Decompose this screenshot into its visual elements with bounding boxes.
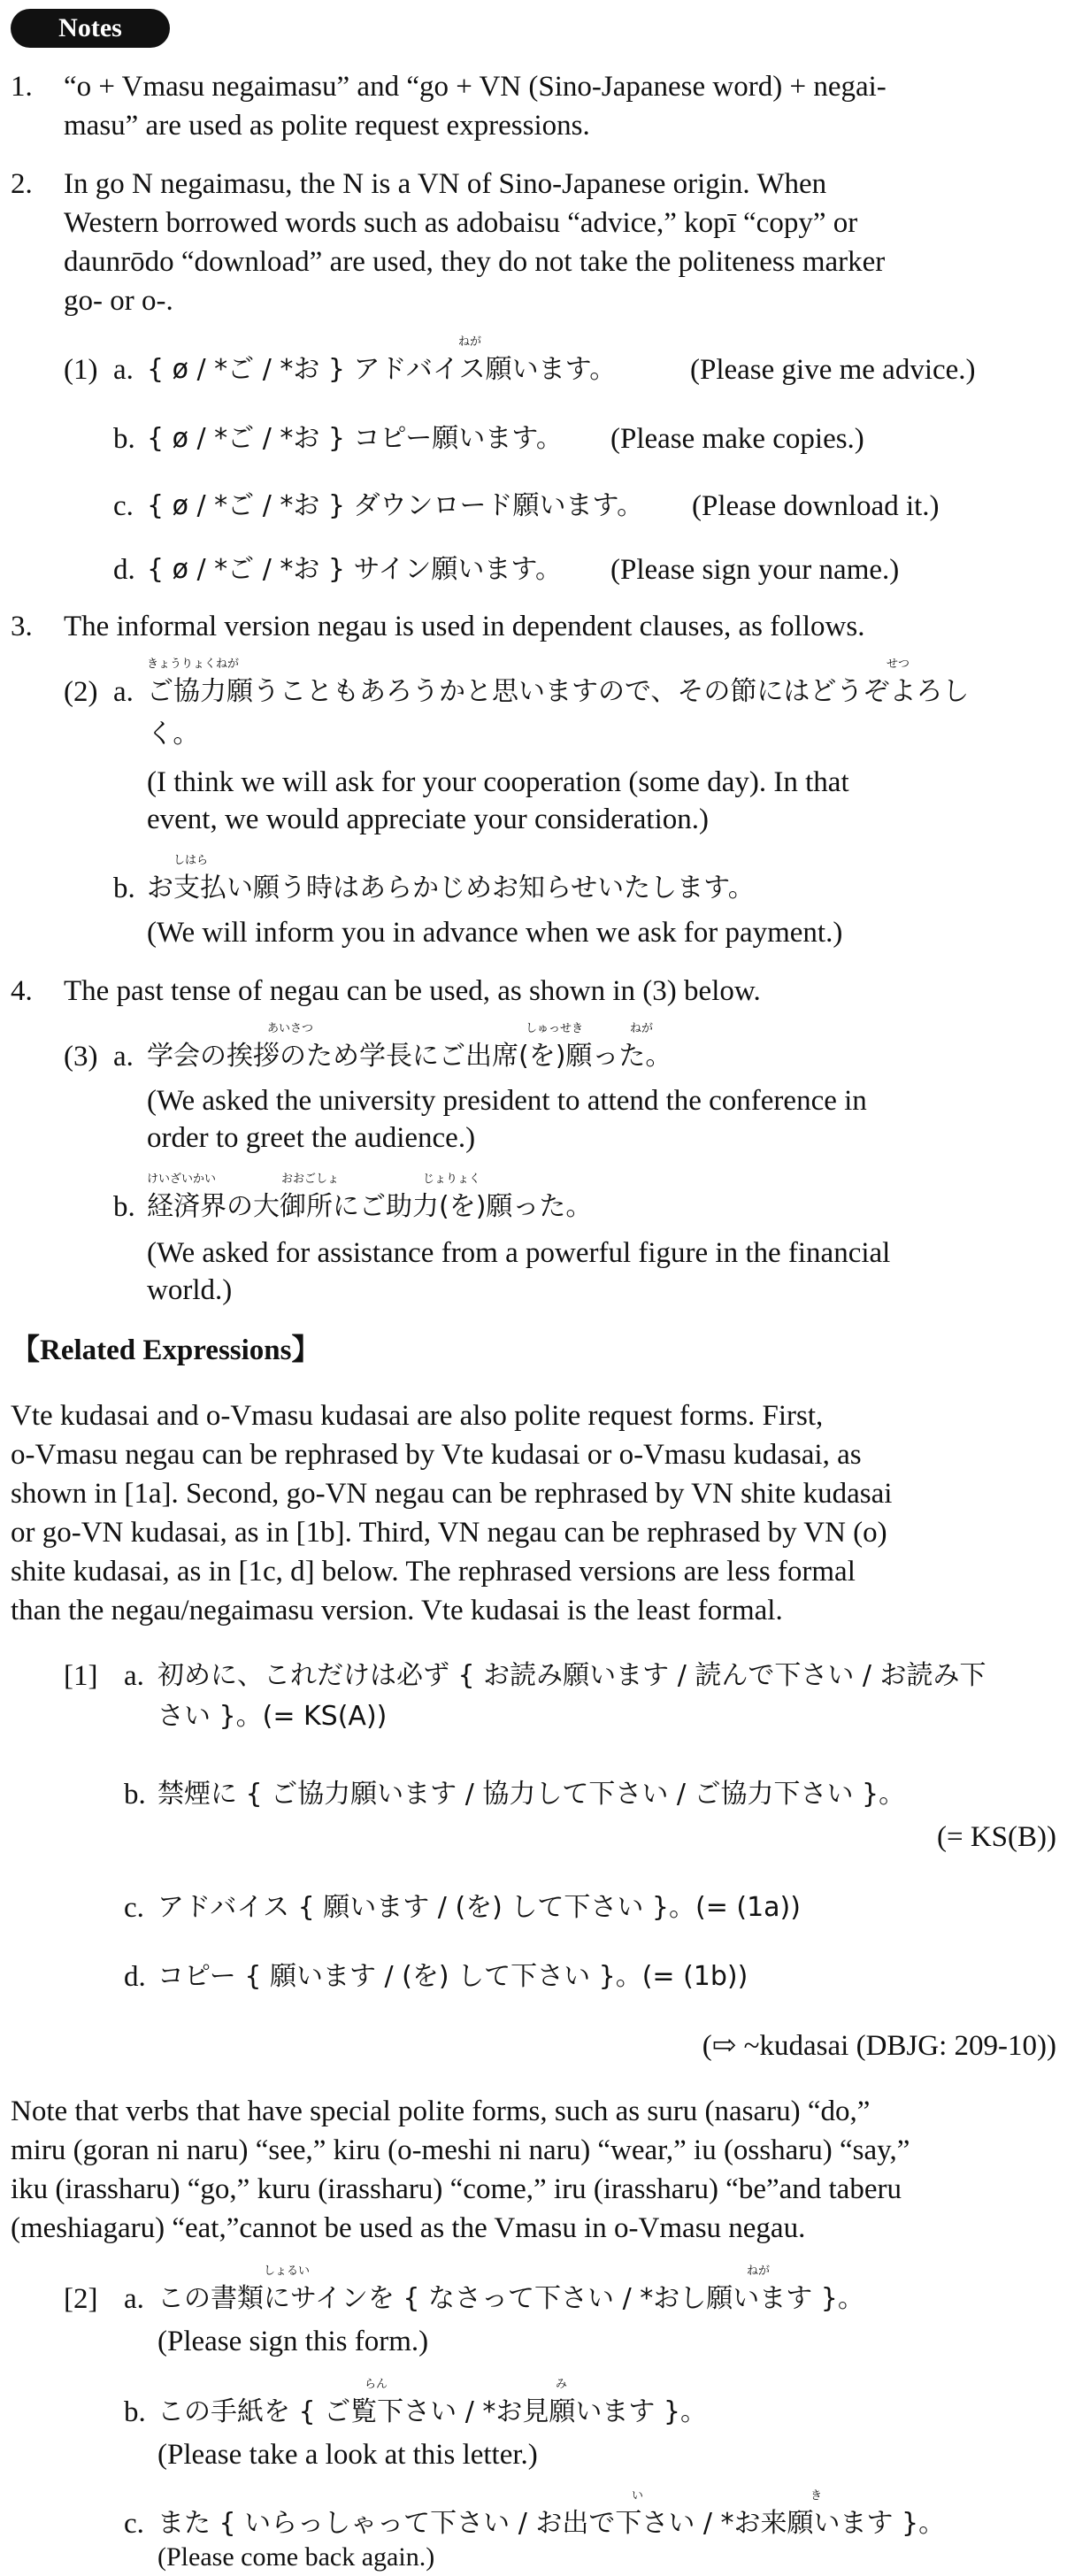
- related-example-1b-letter: b.: [124, 1779, 146, 1811]
- example-1d-english: (Please sign your name.): [610, 554, 900, 586]
- example-2a-japanese-2: く。: [147, 719, 200, 750]
- related-example-1-label: [1]: [64, 1660, 98, 1692]
- example-2b-furigana: しはら: [173, 854, 209, 867]
- related-example-2b-english: (Please take a look at this letter.): [157, 2439, 538, 2471]
- cross-reference: (⇨ ~kudasai (DBJG: 209-10)): [702, 2030, 1056, 2062]
- example-1d-japanese: { ø / *ご / *お } サイン願います。: [147, 554, 562, 585]
- example-1c-letter: c.: [113, 490, 134, 522]
- example-3a-furigana-1: あいさつ: [267, 1022, 314, 1035]
- example-1-label: (1): [64, 354, 98, 386]
- example-3b-furigana-3: じょりょく: [423, 1173, 481, 1186]
- note-1-number: 1.: [11, 71, 33, 103]
- related-example-2b-letter: b.: [124, 2396, 146, 2428]
- related-example-2c-english: (Please come back again.): [157, 2542, 435, 2572]
- example-1c-english: (Please download it.): [692, 490, 940, 522]
- related-example-1a-japanese-1: 初めに、これだけは必ず { お読み願います / 読んで下さい / お読み下: [157, 1660, 986, 1691]
- related-paragraph-line-4: or go-VN kudasai, as in [1b]. Third, VN negau can be rephrased by VN (o): [11, 1517, 887, 1549]
- related-example-1b-japanese: 禁煙に { ご協力願います / 協力して下さい / ご協力下さい }。: [157, 1779, 906, 1810]
- note-4-number: 4.: [11, 975, 33, 1007]
- related-example-2b-japanese: この手紙を { ご覧下さい / *お見願います }。: [157, 2396, 707, 2427]
- related-example-2a-japanese: この書類にサインを { なさって下さい / *おし願います }。: [157, 2283, 864, 2314]
- related-example-1d-japanese: コピー { 願います / (を) して下さい }。(= (1b)): [157, 1961, 748, 1992]
- note-4-line-1: The past tense of negau can be used, as shown in (3) below.: [64, 975, 761, 1007]
- example-1a-furigana: ねが: [458, 335, 482, 349]
- example-2a-furigana-2: せつ: [887, 657, 910, 671]
- example-1a-letter: a.: [113, 354, 134, 386]
- related-example-2a-letter: a.: [124, 2283, 144, 2315]
- related-example-2b-furigana-1: らん: [365, 2378, 388, 2391]
- example-1d-letter: d.: [113, 554, 135, 586]
- note-2-line-4: go- or o-.: [64, 285, 173, 317]
- related-paragraph-line-5: shite kudasai, as in [1c, d] below. The rephrased versions are less formal: [11, 1556, 856, 1588]
- example-2b-letter: b.: [113, 873, 135, 904]
- example-3a-english-1: (We asked the university president to attend the conference in: [147, 1085, 867, 1117]
- note-2-line-1: In go N negaimasu, the N is a VN of Sino-Japanese origin. When: [64, 168, 827, 200]
- example-2b-japanese: お支払い願う時はあらかじめお知らせいたします。: [147, 873, 755, 904]
- example-3b-english-2: world.): [147, 1274, 233, 1306]
- related-example-2a-furigana-2: ねが: [747, 2265, 771, 2278]
- example-3a-furigana-3: ねが: [630, 1022, 654, 1035]
- example-3a-english-2: order to greet the audience.): [147, 1122, 476, 1154]
- example-3a-japanese: 学会の挨拶のため学長にご出席(を)願った。: [147, 1041, 672, 1072]
- note-paragraph-line-2: miru (goran ni naru) “see,” kiru (o-meshi ni naru) “wear,” iu (ossharu) “say,”: [11, 2134, 910, 2166]
- example-2a-english-1: (I think we will ask for your cooperation (some day). In that: [147, 766, 849, 798]
- example-2a-furigana-1: きょうりょくねが: [147, 657, 240, 671]
- related-example-1b-reference: (= KS(B)): [936, 1821, 1056, 1853]
- note-1-line-1: “o + Vmasu negaimasu” and “go + VN (Sino-Japanese word) + negai-: [64, 71, 887, 103]
- related-example-1a-letter: a.: [124, 1660, 144, 1692]
- example-1a-english: (Please give me advice.): [690, 354, 976, 386]
- example-3b-furigana-2: おおごしょ: [281, 1173, 340, 1186]
- note-3-line-1: The informal version negau is used in dependent clauses, as follows.: [64, 611, 865, 642]
- example-3-label: (3): [64, 1041, 98, 1073]
- example-3b-furigana-1: けいざいかい: [147, 1173, 217, 1186]
- related-paragraph-line-1: Vte kudasai and o-Vmasu kudasai are also polite request forms. First,: [11, 1400, 824, 1432]
- related-example-2c-furigana-1: い: [632, 2489, 644, 2503]
- related-example-2c-furigana-2: き: [810, 2489, 823, 2503]
- related-paragraph-line-2: o-Vmasu negau can be rephrased by Vte kudasai or o-Vmasu kudasai, as: [11, 1439, 862, 1471]
- related-example-1c-japanese: アドバイス { 願います / (を) して下さい }。(= (1a)): [157, 1892, 801, 1923]
- related-example-1c-letter: c.: [124, 1892, 144, 1924]
- example-2a-letter: a.: [113, 676, 134, 708]
- related-example-2-label: [2]: [64, 2283, 98, 2315]
- example-3a-letter: a.: [113, 1041, 134, 1073]
- example-3b-letter: b.: [113, 1191, 135, 1223]
- related-paragraph-line-3: shown in [1a]. Second, go-VN negau can be rephrased by VN shite kudasai: [11, 1478, 893, 1510]
- related-example-2a-furigana-1: しょるい: [264, 2265, 311, 2278]
- example-1b-english: (Please make copies.): [610, 423, 864, 455]
- example-2a-english-2: event, we would appreciate your consideration.): [147, 804, 710, 835]
- related-example-2b-furigana-2: み: [556, 2378, 568, 2391]
- note-2-line-2: Western borrowed words such as adobaisu “advice,” kopī “copy” or: [64, 207, 858, 239]
- related-example-2c-japanese: また { いらっしゃって下さい / お出で下さい / *お来願います }。: [157, 2508, 946, 2539]
- related-example-1a-japanese-2: さい }。(= KS(A)): [157, 1701, 388, 1732]
- note-paragraph-line-4: (meshiagaru) “eat,”cannot be used as the Vmasu in o-Vmasu negau.: [11, 2212, 806, 2244]
- example-2-label: (2): [64, 676, 98, 708]
- example-1b-japanese: { ø / *ご / *お } コピー願います。: [147, 423, 563, 454]
- related-paragraph-line-6: than the negau/negaimasu version. Vte kudasai is the least formal.: [11, 1595, 783, 1626]
- example-3a-furigana-2: しゅっせき: [526, 1022, 584, 1035]
- example-2b-english: (We will inform you in advance when we ask for payment.): [147, 917, 843, 949]
- related-expressions-heading: 【Related Expressions】: [11, 1334, 321, 1366]
- note-paragraph-line-1: Note that verbs that have special polite forms, such as suru (nasaru) “do,”: [11, 2095, 871, 2127]
- example-2a-japanese-1: ご協力願うこともあろうかと思いますので、その節にはどうぞよろし: [147, 676, 970, 707]
- related-example-2a-english: (Please sign this form.): [157, 2326, 429, 2357]
- note-1-line-2: masu” are used as polite request expressions.: [64, 110, 590, 142]
- note-2-number: 2.: [11, 168, 33, 200]
- example-3b-english-1: (We asked for assistance from a powerful figure in the financial: [147, 1237, 891, 1269]
- note-paragraph-line-3: iku (irassharu) “go,” kuru (irassharu) “come,” iru (irassharu) “be”and taberu: [11, 2173, 902, 2205]
- note-3-number: 3.: [11, 611, 33, 642]
- example-1a-japanese: { ø / *ご / *お } アドバイス願います。: [147, 354, 617, 385]
- related-example-1d-letter: d.: [124, 1961, 146, 1993]
- example-3b-japanese: 経済界の大御所にご助力(を)願った。: [147, 1191, 593, 1222]
- note-2-line-3: daunrōdo “download” are used, they do not take the politeness marker: [64, 246, 886, 278]
- example-1b-letter: b.: [113, 423, 135, 455]
- example-1c-japanese: { ø / *ご / *お } ダウンロード願います。: [147, 490, 644, 521]
- notes-badge: Notes: [11, 9, 170, 48]
- related-example-2c-letter: c.: [124, 2508, 144, 2540]
